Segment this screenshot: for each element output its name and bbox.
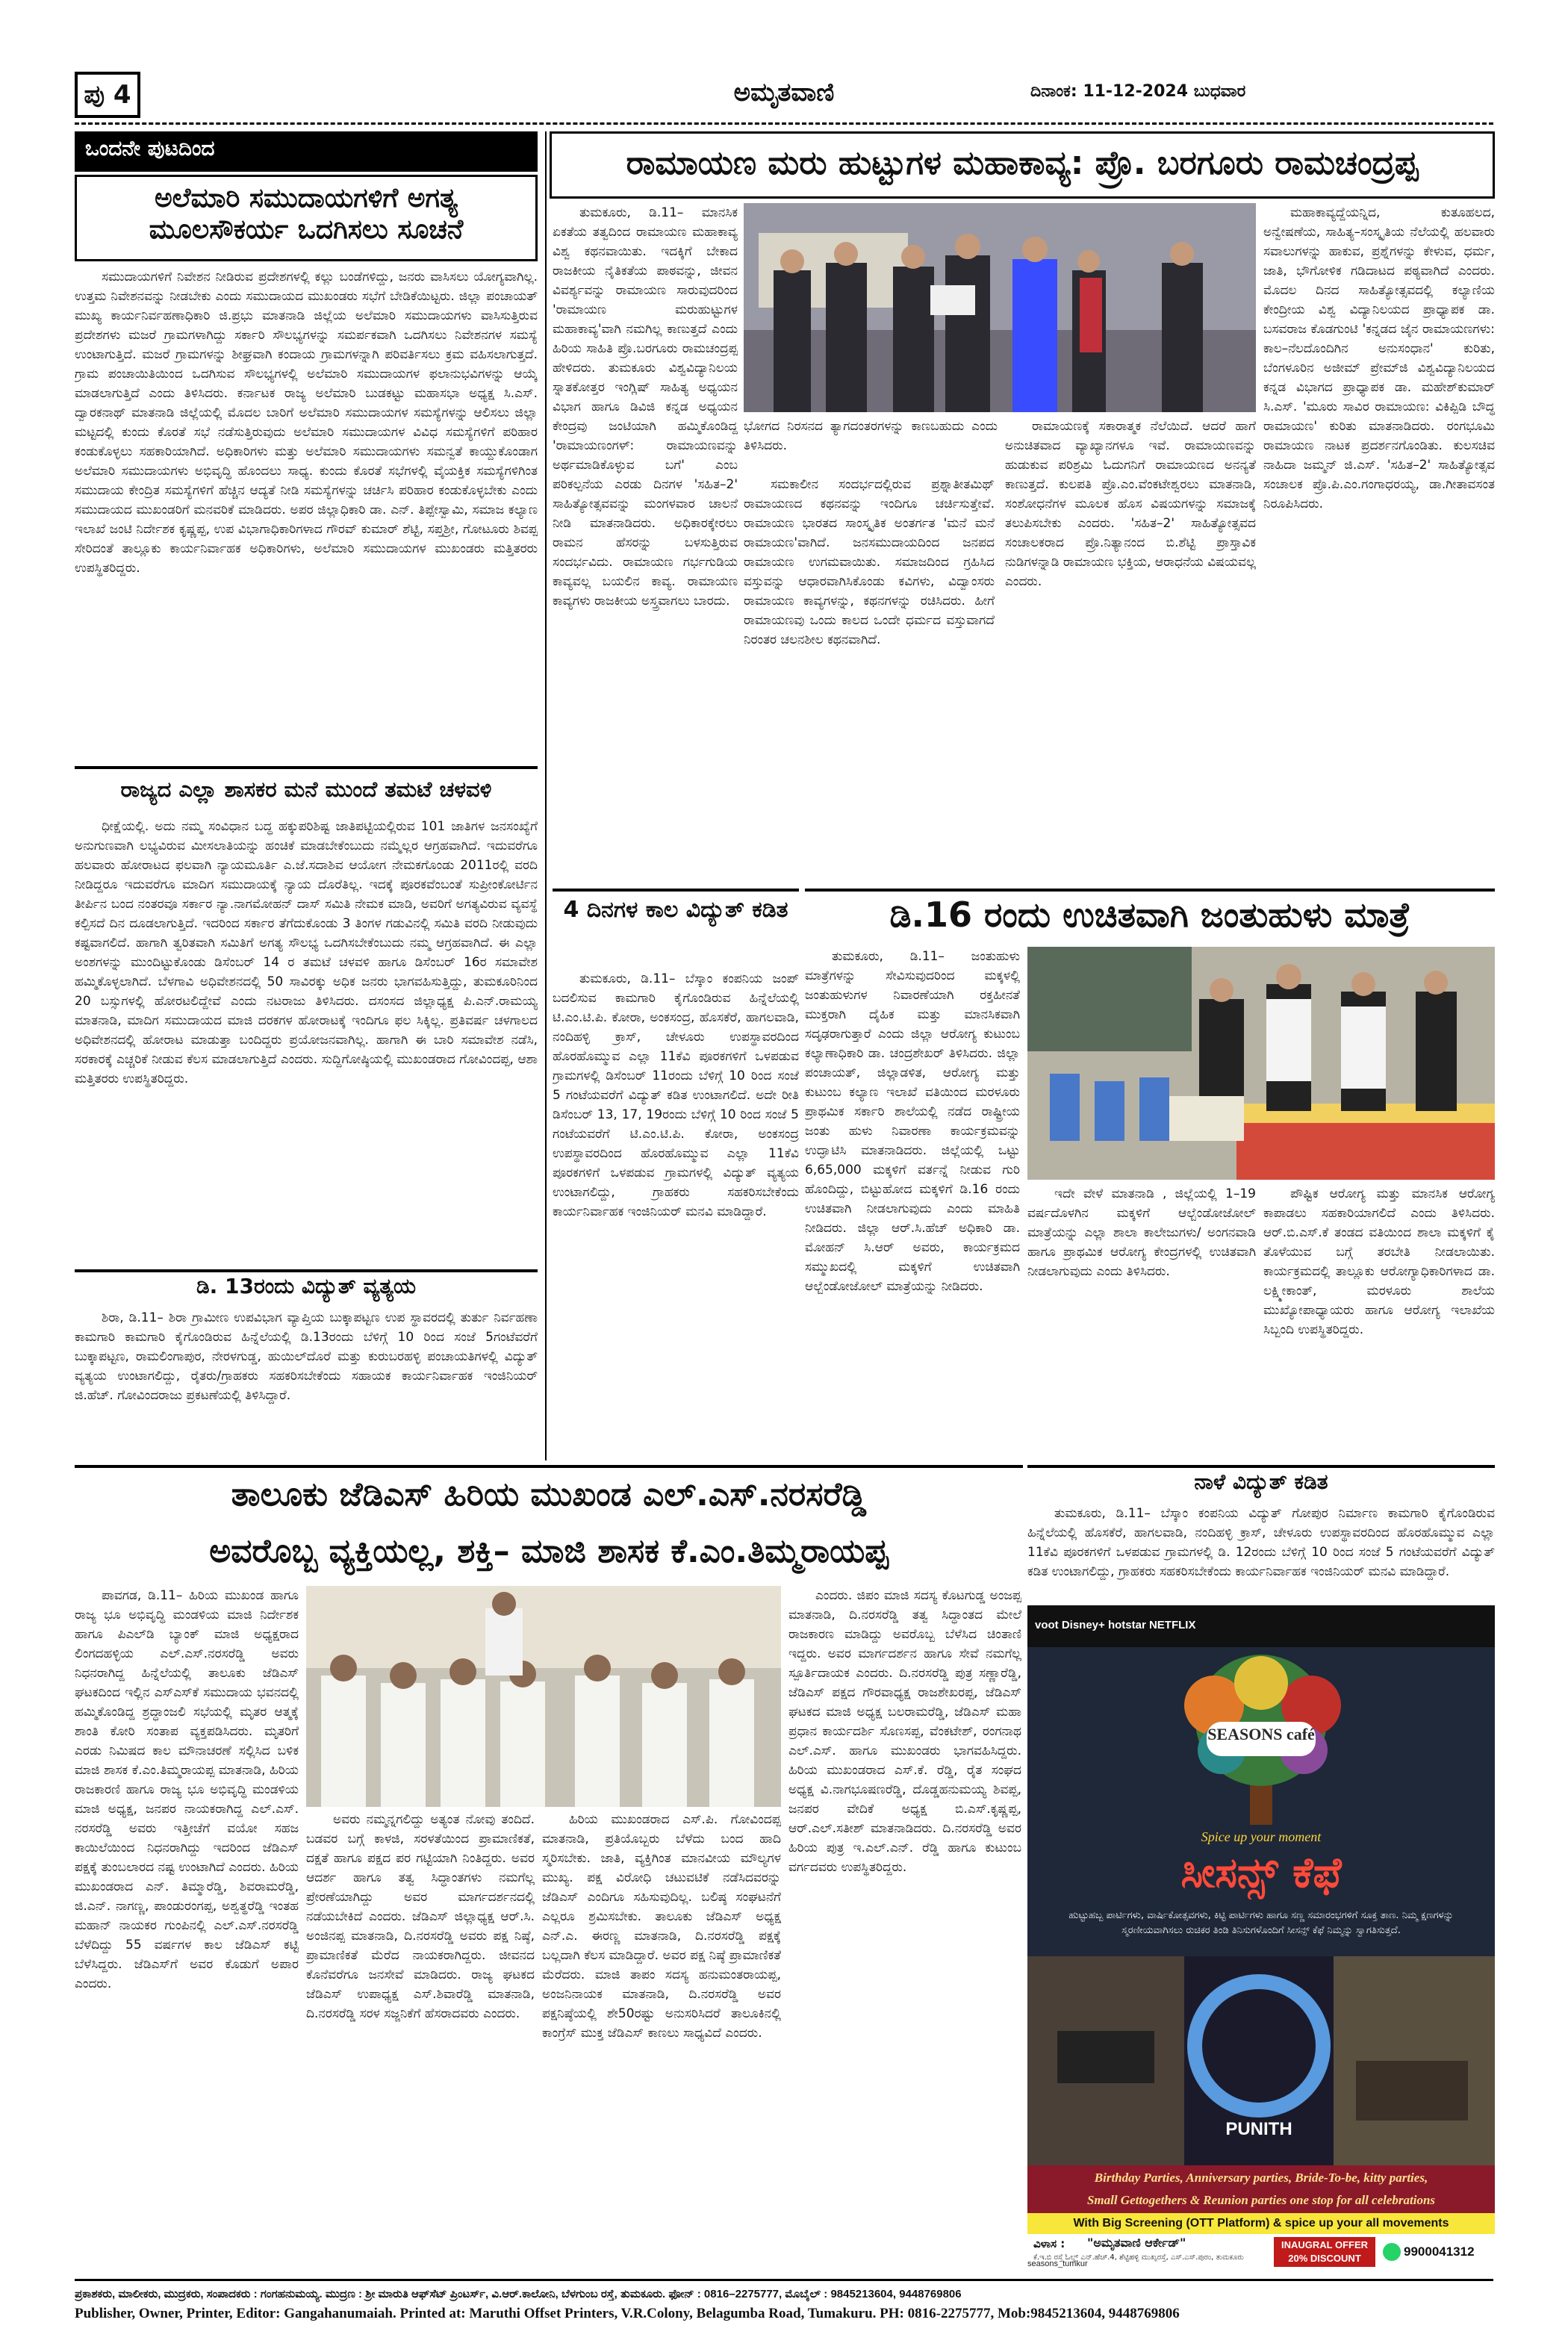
ad-phone: 9900041312 xyxy=(1404,2244,1475,2259)
jds-col2-text: ಅವರು ನಮ್ಮನ್ನಗಲಿದ್ದು ಅತ್ಯಂತ ನೋವು ತಂದಿದೆ. ಬಡವರ ಬಗ್ಗೆ ಕಾಳಜಿ, ಸರಳತೆಯಿಂದ ಪ್ರಾಮಾಣಿಕತೆ, ದಕ್ಷತೆ ಹಾಗೂ ಪಕ್ಷದ ಪರ ಗಟ್ಟಿಯಾಗಿ ನಿಂತಿದ್ದರು. ಅವರ ಆದರ್ಶ ಹಾಗೂ ತತ್ವ ಸಿದ್ಧಾಂತಗಳು ನಮಗೆಲ್ಲ ಪ್ರೇರಣೆಯಾಗಿದ್ದು ಅವರ ಮಾರ್ಗದರ್ಶನದಲ್ಲಿ ನಡೆಯಬೇಕಿದೆ ಎಂದರು. ಜೆಡಿಎಸ್ ಜಿಲ್ಲಾಧ್ಯಕ್ಷ ಆರ್.ಸಿ. ಅಂಜಿನಪ್ಪ ಮಾತನಾಡಿ, ದಿ.ನರಸರೆಡ್ಡಿ ಅವರು ಪಕ್ಷ ನಿಷ್ಠೆ, ಪ್ರಾಮಾಣಿಕತೆ ಮೆರೆದ ನಾಯಕರಾಗಿದ್ದರು. ಜೀವನದ ಕೊನೆವರೆಗೂ ಜನಸೇವೆ ಮಾಡಿದರು. ರಾಜ್ಯ ಘಟಕದ ಜೆಡಿಎಸ್ ಉಪಾಧ್ಯಕ್ಷ ಎಸ್.ಶಿವಾರೆಡ್ಡಿ ಮಾತನಾಡಿ, ದಿ.ನರಸರೆಡ್ಡಿ ಸರಳ ಸಜ್ಜನಿಕೆಗೆ ಹೆಸರಾದವರು ಎಂದರು. xyxy=(306,1812,535,2021)
ad-offer-badge xyxy=(1274,2237,1375,2267)
whatsapp-icon xyxy=(1383,2243,1401,2261)
ad-english-line2: Small Gettogethers & Reunion parties one stop for all celebrations xyxy=(1086,2193,1436,2207)
ott-badges: voot Disney+ hotstar NETFLIX xyxy=(1027,1605,1495,1647)
jds-photo-illustration xyxy=(306,1586,781,1807)
d13-body xyxy=(75,1308,538,1463)
ad-english-line1: Birthday Parties, Anniversary parties, Bride-To-be, kitty parties, xyxy=(1094,2171,1428,2185)
ad-address-title: "ಅಮೃತವಾಣಿ ಆರ್ಕೇಡ್" xyxy=(1087,2236,1186,2250)
footer-divider xyxy=(75,2279,1493,2281)
rule xyxy=(75,766,538,769)
deworm-caption-text: ಇದೇ ವೇಳೆ ಮಾತನಾಡಿ , ಜಿಲ್ಲೆಯಲ್ಲಿ 1–19 ವರ್ಷದೊಳಗಿನ ಮಕ್ಕಳಿಗೆ ಆಲ್ಬೆಂಡೋಜೋಲ್ ಮಾತ್ರೆಯನ್ನು ಎಲ್ಲಾ ಶಾಲಾ ಕಾಲೇಜುಗಳು/ ಅಂಗನವಾಡಿ ಹಾಗೂ ಪ್ರಾಥಮಿಕ ಆರೋಗ್ಯ ಕೇಂದ್ರಗಳಲ್ಲಿ ಉಚಿತವಾಗಿ ನೀಡಲಾಗುವುದು ಎಂದು ತಿಳಿಸಿದರು. xyxy=(1027,1186,1256,1279)
jds-col3-text: ಹಿರಿಯ ಮುಖಂಡರಾದ ಎಸ್.ಪಿ. ಗೋವಿಂದಪ್ಪ ಮಾತನಾಡಿ, ಪ್ರತಿಯೊಬ್ಬರು ಬೆಳೆದು ಬಂದ ಹಾದಿ ಸ್ಮರಿಸಬೇಕು. ಜಾತಿ, ವ್ಯಕ್ತಿಗಿಂತ ಮಾನವೀಯ ಮೌಲ್ಯಗಳ ಮುಖ್ಯ. ಪಕ್ಷ ವಿರೋಧಿ ಚಟುವಟಿಕೆ ನಡೆಸಿದವರನ್ನು ಜೆಡಿಎಸ್ ಎಂದಿಗೂ ಸಹಿಸುವುದಿಲ್ಲ. ಬಲಿಷ್ಠ ಸಂಘಟನೆಗೆ ಎಲ್ಲರೂ ಶ್ರಮಿಸಬೇಕು. ತಾಲೂಕು ಜೆಡಿಎಸ್ ಅಧ್ಯಕ್ಷ ಎನ್.ಎ. ಈರಣ್ಣ ಮಾತನಾಡಿ, ದಿ.ನರಸರೆಡ್ಡಿ ಪಕ್ಷಕ್ಕೆ ಬಲ್ಲದಾಗಿ ಕೆಲಸ ಮಾಡಿದ್ದಾರೆ. ಅವರ ಪಕ್ಷ ನಿಷ್ಠೆ ಪ್ರಾಮಾಣಿಕತೆ ಮೆರೆದರು. ಮಾಜಿ ತಾಪಂ ಸದಸ್ಯ ಹನುಮಂತರಾಯಪ್ಪ, ಅಂಜನಿನಾಯಕ ಮಾತನಾಡಿ, ದಿ.ನರಸರೆಡ್ಡಿ ಅವರ ಪಕ್ಷನಿಷ್ಠೆಯಲ್ಲಿ ಶೇ50ರಷ್ಟು ಅನುಸರಿಸಿದರೆ ತಾಲೂಕಿನಲ್ಲಿ ಕಾಂಗ್ರೆಸ್ ಮುಕ್ತ ಜೆಡಿಎಸ್ ಕಾಣಲು ಸಾಧ್ಯವಿದೆ ಎಂದರು. xyxy=(542,1812,781,2041)
ramayana-photo-illustration xyxy=(744,203,1256,412)
d13-headline: ಡಿ. 13ರಂದು ವಿದ್ಯುತ್ ವ್ಯತ್ಯಯ xyxy=(196,1274,417,1298)
ramayana-col1 xyxy=(553,203,738,884)
ramayana-col3 xyxy=(1005,417,1256,884)
rule xyxy=(805,889,1495,892)
page-number xyxy=(75,72,140,118)
ramayana-col3-text: ರಾಮಾಯಣಕ್ಕೆ ಸಕಾರಾತ್ಮಕ ನೆಲೆಯಿದೆ. ಆದರೆ ಹಾಗೆ ಅನುಚಿತವಾದ ವ್ಯಾಖ್ಯಾನಗಳೂ ಇವೆ. ರಾಮಾಯಣವನ್ನು ಹುಡುಕುವ ಪರಿಶ್ರಮಿ ಓದುಗನಿಗೆ ರಾಮಾಯಣದ ಅನನ್ಯತೆ ಕಾಣುತ್ತದೆ. ಕುಲಪತಿ ಪ್ರೊ.ಎಂ.ವೆಂಕಟೇಶ್ವರಲು ಮಾತನಾಡಿ, ಸಂಶೋಧನೆಗಳ ಮೂಲಕ ಹೊಸ ವಿಷಯಗಳನ್ನು ಸಮಾಜಕ್ಕೆ ತಲುಪಿಸಬೇಕು ಎಂದರು. 'ಸಹಿತ–2' ಸಾಹಿತ್ಯೋತ್ಸವದ ಸಂಚಾಲಕರಾದ ಪ್ರೊ.ನಿತ್ಯಾನಂದ ಬಿ.ಶೆಟ್ಟಿ ಪ್ರಾಸ್ತಾವಿಕ ನುಡಿಗಳನ್ನಾಡಿ ರಾಮಾಯಣ ಭಕ್ತಿಯ, ಆರಾಧನೆಯ ವಿಷಯವಲ್ಲ ಎಂದರು. xyxy=(1005,419,1256,589)
ad-kannada-brand: ಸೀಸನ್ಸ್ ಕೆಫೆ xyxy=(1180,1849,1342,1897)
ad-offer-line2: 20% DISCOUNT xyxy=(1288,2253,1361,2264)
header-divider xyxy=(75,122,1493,125)
ad-offer-line1: INAUGRAL OFFER xyxy=(1281,2239,1369,2250)
ramayana-col4 xyxy=(1263,203,1495,884)
ramayana-event-photo xyxy=(744,203,1256,412)
jds-col1 xyxy=(75,1586,299,2277)
power-body xyxy=(553,969,799,1462)
ad-tagline: Spice up your moment xyxy=(1201,1829,1322,1844)
jds-col3 xyxy=(542,1810,781,2277)
nale-body xyxy=(1027,1504,1495,1601)
ramayana-col2 xyxy=(744,475,995,884)
rule xyxy=(75,1269,538,1272)
power-headline: 4 ದಿನಗಳ ಕಾಲ ವಿದ್ಯುತ್ ಕಡಿತ xyxy=(563,897,788,923)
jds-meeting-photo xyxy=(306,1586,781,1807)
ramayana-caption-left xyxy=(744,417,998,475)
d13-body-text: ಶಿರಾ, ಡಿ.11– ಶಿರಾ ಗ್ರಾಮೀಣ ಉಪವಿಭಾಗ ವ್ಯಾಪ್ತಿಯ ಬುಕ್ಕಾಪಟ್ಟಣ ಉಪ ಸ್ಥಾವರದಲ್ಲಿ ತುರ್ತು ನಿರ್ವಹಣಾ ಕಾಮಗಾರಿ ಕಾಮಗಾರಿ ಕೈಗೊಂಡಿರುವ ಹಿನ್ನೆಲೆಯಲ್ಲಿ ಡಿ.13ರಂದು ಬೆಳಿಗ್ಗೆ 10 ರಿಂದ ಸಂಜೆ 5ಗಂಟೆವರೆಗೆ ಬುಕ್ಕಾಪಟ್ಟಣ, ರಾಮಲಿಂಗಾಪುರ, ನೇರಳಗುಡ್ಡ, ಹುಯಿಲ್‌ದೊರೆ ಮತ್ತು ಕುರುಬರಹಳ್ಳಿ ಪಂಚಾಯತಿಗಳಲ್ಲಿ ವಿದ್ಯುತ್ ವ್ಯತ್ಯಯ ಉಂಟಾಗಲಿದ್ದು, ರೈತರು/ಗ್ರಾಹಕರು ಸಹಕರಿಸಬೇಕೆಂದು ಸಹಾಯಕ ಕಾರ್ಯನಿರ್ವಾಹಕ ಇಂಜಿನಿಯರ್ ಜಿ.ಹೆಚ್. ಗೋವಿಂದರಾಜು ಪ್ರಕಟಣೆಯಲ್ಲಿ ತಿಳಿಸಿದ್ದಾರೆ. xyxy=(75,1310,538,1403)
footer-kannada: ಪ್ರಕಾಶಕರು, ಮಾಲೀಕರು, ಮುದ್ರಕರು, ಸಂಪಾದಕರು : ಗಂಗಹನುಮಯ್ಯ. ಮುದ್ರಣ : ಶ್ರೀ ಮಾರುತಿ ಆಫ್‌ಸೆಟ್ ಪ್ರಿಂಟರ್ಸ್, ವಿ.ಆರ್.ಕಾಲೋನಿ, ಬೆಳಗುಂಬ ರಸ್ತೆ, ತುಮಕೂರು. ಫೋನ್ : 0816–2275777, ಮೊಬೈಲ್ : 9845213604, 9448769806 xyxy=(75,2288,962,2300)
deworm-body-right-text: ಪೌಷ್ಟಿಕ ಆರೋಗ್ಯ ಮತ್ತು ಮಾನಸಿಕ ಆರೋಗ್ಯ ಕಾಪಾಡಲು ಸಹಕಾರಿಯಾಗಲಿದೆ ಎಂದು ತಿಳಿಸಿದರು. ಆರ್.ಬಿ.ಎಸ್.ಕೆ ತಂಡದ ವತಿಯಿಂದ ಶಾಲಾ ಮಕ್ಕಳಿಗೆ ಕೈ ತೊಳೆಯುವ ಬಗ್ಗೆ ತರಬೇತಿ ನೀಡಲಾಯಿತು. ಕಾರ್ಯಕ್ರಮದಲ್ಲಿ ತಾಲ್ಲೂಕು ಆರೋಗ್ಯಾಧಿಕಾರಿಗಳಾದ ಡಾ. ಲಕ್ಷ್ಮೀಕಾಂತ್, ಮರಳೂರು ಶಾಲೆಯ ಮುಖ್ಯೋಪಾಧ್ಯಾಯರು ಹಾಗೂ ಆರೋಗ್ಯ ಇಲಾಖೆಯ ಸಿಬ್ಬಂದಿ ಉಪಸ್ಥಿತರಿದ್ದರು. xyxy=(1263,1186,1495,1337)
nale-body-text: ತುಮಕೂರು, ಡಿ.11– ಬೆಸ್ಕಾಂ ಕಂಪನಿಯ ವಿದ್ಯುತ್ ಗೋಪುರ ನಿರ್ಮಾಣ ಕಾಮಗಾರಿ ಕೈಗೊಂಡಿರುವ ಹಿನ್ನೆಲೆಯಲ್ಲಿ ಹೊಸಕೆರೆ, ಹಾಗಲವಾಡಿ, ನಂದಿಹಳ್ಳಿ ಕ್ರಾಸ್, ಚೇಳೂರು ಉಪಸ್ಥಾವರದಿಂದ ಹೊರಹೊಮ್ಮುವ ಎಲ್ಲಾ 11ಕೆವಿ ಪೂರಕಗಳಿಗೆ ಒಳಪಡುವ ಗ್ರಾಮಗಳಲ್ಲಿ ಡಿ. 12ರಂದು ಬೆಳಿಗ್ಗೆ 10 ರಿಂದ ಸಂಜೆ 5 ಗಂಟೆಯವರೆಗೆ ವಿದ್ಯುತ್ ಕಡಿತ ಉಂಟಾಗಲಿದ್ದು, ಗ್ರಾಹಕರು ಸಹಕರಿಸಬೇಕೆಂದು ಕಾರ್ಯನಿರ್ವಾಹಕ ಇಂಜಿನಿಯರ್ ಮನವಿ ಮಾಡಿದ್ದಾರೆ. xyxy=(1027,1506,1495,1579)
alemari-headline-box xyxy=(75,175,538,261)
alemari-headline: ಅಲೆಮಾರಿ ಸಮುದಾಯಗಳಿಗೆ ಅಗತ್ಯ ಮೂಲಸೌಕರ್ಯ ಒದಗಿಸಲು ಸೂಚನೆ xyxy=(149,183,464,246)
ramayana-col1-text: ತುಮಕೂರು, ಡಿ.11– ಮಾನಸಿಕ ಏಕತೆಯ ತತ್ವದಿಂದ ರಾಮಾಯಣ ಮಹಾಕಾವ್ಯ ವಿಶ್ವ ಕಥನವಾಯಿತು. ಇದಕ್ಕಿಗೆ ಬೇಕಾದ ರಾಜಕೀಯ ನೈತಿಕತೆಯ ಪಾಠವನ್ನು, ಜೀವನ ವಿವರ್ಶ್ಯವನ್ನು ರಾಮಾಯಣ ಸಾರುವುದರಿಂದ 'ರಾಮಾಯಣ ಮರುಹುಟ್ಟುಗಳ ಮಹಾಕಾವ್ಯ'ವಾಗಿ ನಮಗಿಲ್ಲ ಕಾಣುತ್ತದೆ ಎಂದು ಹಿರಿಯ ಸಾಹಿತಿ ಪ್ರೊ.ಬರಗೂರು ರಾಮಚಂದ್ರಪ್ಪ ಹೇಳಿದರು. ತುಮಕೂರು ವಿಶ್ವವಿದ್ಯಾನಿಲಯ ಸ್ನಾತಕೋತ್ತರ ಇಂಗ್ಲಿಷ್ ಸಾಹಿತ್ಯ ಅಧ್ಯಯನ ವಿಭಾಗ ಹಾಗೂ ಡಿವಿಜಿ ಕನ್ನಡ ಅಧ್ಯಯನ ಕೇಂದ್ರವು ಜಂಟಿಯಾಗಿ ಹಮ್ಮಿಕೊಂಡಿದ್ದ 'ರಾಮಾಯಣಂಗಳ್: ರಾಮಾಯಣವನ್ನು ಅರ್ಥಮಾಡಿಕೊಳ್ಳುವ ಬಗೆ' ಎಂಬ ಪರಿಕಲ್ಪನೆಯ ಎರಡು ದಿನಗಳ 'ಸಹಿತ–2' ಸಾಹಿತ್ಯೋತ್ಸವವನ್ನು ಮಂಗಳವಾರ ಚಾಲನೆ ನೀಡಿ ಮಾತನಾಡಿದರು. ಅಧಿಕಾರಕ್ಕೇರಲು ರಾಮನ ಹೆಸರನ್ನು ಬಳಸುತ್ತಿರುವ ಸಂದರ್ಭವಿದು. ರಾಮಾಯಣ ಗರ್ಭಗುಡಿಯ ಕಾವ್ಯವಲ್ಲ ಬಯಲಿನ ಕಾವ್ಯ. ರಾಮಾಯಣ ಕಾವ್ಯಗಳು ರಾಜಕೀಯ ಅಸ್ತ್ರವಾಗಲು ಬಾರದು. xyxy=(553,205,738,609)
section-label-bar xyxy=(75,131,538,172)
ad-english-block xyxy=(1027,2165,1495,2213)
section-label: ಒಂದನೇ ಪುಟದಿಂದ xyxy=(75,131,538,166)
ad-address-label: ವಿಳಾಸ : xyxy=(1033,2237,1065,2250)
tamate-headline: ರಾಜ್ಯದ ಎಲ್ಲಾ ಶಾಸಕರ ಮನೆ ಮುಂದೆ ತಮಟೆ ಚಳವಳಿ xyxy=(120,777,492,802)
alemari-body-text: ಸಮುದಾಯಗಳಿಗೆ ನಿವೇಶನ ನೀಡಿರುವ ಪ್ರದೇಶಗಳಲ್ಲಿ ಕಲ್ಲು ಬಂಡೆಗಳಿದ್ದು, ಜನರು ವಾಸಿಸಲು ಯೋಗ್ಯವಾಗಿಲ್ಲ. ಉತ್ತಮ ನಿವೇಶನವನ್ನು ನೀಡಬೇಕು ಎಂದು ಸಮುದಾಯದ ಮುಖಂಡರು ಸಭೆಗೆ ಬೇಡಿಕೆಯಿಟ್ಟರು. ಜಿಲ್ಲಾ ಪಂಚಾಯತ್ ಮುಖ್ಯ ಕಾರ್ಯನಿರ್ವಹಣಾಧಿಕಾರಿ ಜಿ.ಪ್ರಭು ಮಾತನಾಡಿ ಜಿಲ್ಲೆಯ ಅಲೆಮಾರಿ ಸಮುದಾಯಗಳು ವಾಸಿಸುತ್ತಿರುವ ಪ್ರದೇಶಗಳು ಮಜರೆ ಗ್ರಾಮಗಳಾಗಿದ್ದು ಸರ್ಕಾರಿ ಸೌಲಭ್ಯಗಳನ್ನು ಸಮರ್ಪಕವಾಗಿ ಒದಗಿಸಲು ನಿವೇಶನಗಳ ಸಮಸ್ಯೆ ಉಂಟಾಗುತ್ತಿದೆ. ಮಜರೆ ಗ್ರಾಮಗಳನ್ನು ಶೀಘ್ರವಾಗಿ ಕಂದಾಯ ಗ್ರಾಮಗಳನ್ನಾಗಿ ಪರಿವರ್ತಿಸಲು ಕ್ರಮ ವಹಿಸಲಾಗುತ್ತದೆ. ಗ್ರಾಮ ಪಂಚಾಯಿತಿಯಿಂದ ಒದಗಿಸುವ ಸೌಲಭ್ಯಗಳಲ್ಲಿ ಅಲೆಮಾರಿ ಸಮುದಾಯಗಳ ಫಲಾನುಭವಿಗಳನ್ನು ಆಯ್ಕೆ ಮಾಡಲಾಗುತ್ತಿದೆ ಎಂದು ತಿಳಿಸಿದರು. ಕರ್ನಾಟಕ ರಾಜ್ಯ ಅಲೆಮಾರಿ ಬುಡಕಟ್ಟು ಮಹಾಸಭಾ ಅಧ್ಯಕ್ಷ ಸಿ.ಎಸ್. ದ್ವಾರಕನಾಥ್ ಮಾತನಾಡಿ ಜಿಲ್ಲೆಯಲ್ಲಿ ಮೊದಲ ಬಾರಿಗೆ ಅಲೆಮಾರಿ ಸಮುದಾಯಗಳ ಸಮಸ್ಯೆಗಳನ್ನು ಆಲಿಸಲು ಜಿಲ್ಲಾ ಮಟ್ಟದಲ್ಲಿ ಕುಂದು ಕೊರತೆ ಸಭೆ ನಡೆಸುತ್ತಿರುವುದು ಅಲೆಮಾರಿ ಸಮುದಾಯಗಳ ವಿವಿಧ ಸಮಸ್ಯೆಗಳಿಗೆ ಪರಿಹಾರ ಕಂಡುಕೊಳ್ಳಲು ಸಹಕಾರಿಯಾಗಿದೆ. ಅಧಿಕಾರಿಗಳು ಮತ್ತು ಅಲೆಮಾರಿ ಸಮುದಾಯಗಳು ಸಮನ್ವತೆ ಕಾಯ್ದುಕೊಂಡಾಗ ಅಲೆಮಾರಿ ಸಮುದಾಯಗಳು ಅಭಿವೃದ್ಧಿ ಹೊಂದಲು ಸಾಧ್ಯ. ಕುಂದು ಕೊರತೆ ಸಭೆಗಳಲ್ಲಿ ವೈಯಕ್ತಿಕ ಸಮಸ್ಯೆಗಳಿಗಿಂತ ಸಮುದಾಯ ಕೇಂದ್ರಿತ ಸಮಸ್ಯೆಗಳಿಗೆ ಹೆಚ್ಚಿನ ಆದ್ಯತೆ ನೀಡಿ ಸಮಸ್ಯೆಗಳನ್ನು ಚರ್ಚಿಸಿ ಪರಿಹಾರ ಕಂಡುಕೊಳ್ಳಬೇಕು ಎಂದು ಸಮುದಾಯದ ಮುಖಂಡರಿಗೆ ಮನವರಿಕೆ ಮಾಡಿದರು. ಅಪರ ಜಿಲ್ಲಾಧಿಕಾರಿ ಡಾ. ಎನ್. ತಿಪ್ಪೇಸ್ವಾಮಿ, ಸಮಾಜ ಕಲ್ಯಾಣ ಇಲಾಖೆ ಜಂಟಿ ನಿರ್ದೇಶಕ ಕೃಷ್ಣಪ್ಪ, ಉಪ ವಿಭಾಗಾಧಿಕಾರಿಗಳಾದ ಗೌರವ್ ಕುಮಾರ್ ಶೆಟ್ಟಿ, ಸಪ್ತಶ್ರೀ, ಗೋಟೂರು ಶಿವಪ್ಪ ಸೇರಿದಂತೆ ತಾಲ್ಲೂಕು ಕಾರ್ಯನಿರ್ವಾಹಕ ಅಧಿಕಾರಿಗಳು, ಅಲೆಮಾರಿ ಸಮುದಾಯಗಳ ಮುಖಂಡರು ಮತ್ತಿತರರು ಉಪಸ್ಥಿತರಿದ್ದರು. xyxy=(75,270,538,576)
jds-col2 xyxy=(306,1810,535,2277)
ad-brand: SEASONS café xyxy=(1207,1725,1315,1743)
ramayana-caption-text: ಭೋಗದ ನಿರಸನದ ತ್ಯಾಗದಂತರಗಳನ್ನು ಕಾಣಬಹುದು ಎಂದು ತಿಳಿಸಿದರು. xyxy=(744,419,998,453)
jds-col1-text: ಪಾವಗಡ, ಡಿ.11– ಹಿರಿಯ ಮುಖಂಡ ಹಾಗೂ ರಾಜ್ಯ ಭೂ ಅಭಿವೃದ್ಧಿ ಮಂಡಳಿಯ ಮಾಜಿ ನಿರ್ದೇಶಕ ಹಾಗೂ ಪಿಎಲ್‌ಡಿ ಬ್ಯಾಂಕ್ ಮಾಜಿ ಅಧ್ಯಕ್ಷರಾದ ಲಿಂಗದಹಳ್ಳಿಯ ಎಲ್.ಎಸ್.ನರಸರೆಡ್ಡಿ ಅವರು ನಿಧನರಾಗಿದ್ದ ಹಿನ್ನೆಲೆಯಲ್ಲಿ ತಾಲೂಕು ಜೆಡಿಎಸ್ ಘಟಕದಿಂದ ಇಲ್ಲಿನ ಎಸ್‌ಎಸ್‌ಕೆ ಸಮುದಾಯ ಭವನದಲ್ಲಿ ಹಮ್ಮಿಕೊಂಡಿದ್ದ ಶ್ರದ್ಧಾಂಜಲಿ ಸಭೆಯಲ್ಲಿ ಮೃತರ ಆತ್ಮಕ್ಕೆ ಶಾಂತಿ ಕೋರಿ ಸಂತಾಪ ವ್ಯಕ್ತಪಡಿಸಿದರು. ಮೃತರಿಗೆ ಎರಡು ನಿಮಿಷದ ಕಾಲ ಮೌನಾಚರಣೆ ಸಲ್ಲಿಸಿದ ಬಳಿಕ ಮಾಜಿ ಶಾಸಕ ಕೆ.ಎಂ.ತಿಮ್ಮರಾಯಪ್ಪ ಮಾತನಾಡಿ, ಹಿರಿಯ ರಾಜಕಾರಣಿ ಹಾಗೂ ರಾಜ್ಯ ಭೂ ಅಭಿವೃದ್ಧಿ ಮಂಡಳಿಯ ಮಾಜಿ ಅಧ್ಯಕ್ಷ, ಜನಪರ ನಾಯಕರಾಗಿದ್ದ ಎಲ್.ಎಸ್. ನರಸರೆಡ್ಡಿ ಅವರು ಇತ್ತೀಚೆಗೆ ವಯೋ ಸಹಜ ಕಾಯಿಲೆಯಿಂದ ನಿಧನರಾಗಿದ್ದು ಇದರಿಂದ ಜೆಡಿಎಸ್ ಪಕ್ಷಕ್ಕೆ ತುಂಬಲಾರದ ನಷ್ಟ ಉಂಟಾಗಿದೆ ಎಂದರು. ಹಿರಿಯ ಮುಖಂಡರಾದ ಎನ್. ತಿಮ್ಮಾರೆಡ್ಡಿ, ಶಿವರಾಮರೆಡ್ಡಿ, ಜಿ.ಎನ್. ನಾಗಣ್ಣ, ಪಾಂಡುರಂಗಪ್ಪ, ಅಶ್ವತ್ಥರೆಡ್ಡಿ ಇಂತಹ ಮಹಾನ್ ನಾಯಕರ ಗುಂಪಿನಲ್ಲಿ ಎಲ್.ಎಸ್.ನರಸರೆಡ್ಡಿ ಬೆಳೆದಿದ್ದು 55 ವರ್ಷಗಳ ಕಾಲ ಜೆಡಿಎಸ್ ಕಟ್ಟಿ ಬೆಳೆಸಿದ್ದರು. ಜೆಡಿಎಸ್‌ಗೆ ಅವರ ಕೊಡುಗೆ ಅಪಾರ ಎಂದರು. xyxy=(75,1588,299,1991)
tamate-headline-box xyxy=(75,772,538,814)
jds-headline-2: ಅವರೊಬ್ಬ ವ್ಯಕ್ತಿಯಲ್ಲ, ಶಕ್ತಿ– ಮಾಜಿ ಶಾಸಕ ಕೆ.ಎಂ.ತಿಮ್ಮರಾಯಪ್ಪ xyxy=(209,1532,889,1570)
deworm-body xyxy=(805,947,1020,1462)
deworm-headline: ಡಿ.16 ರಂದು ಉಚಿತವಾಗಿ ಜಂತುಹುಳು ಮಾತ್ರೆ xyxy=(889,895,1410,935)
page-number-text: ಪು 4 xyxy=(84,80,131,110)
ad-address: ಕೆ.ಇ.ಬಿ ರಸ್ತೆ ಓಲ್ಡ್ ಎನ್.ಹೆಚ್‌.4, ಶೆಟ್ಟಿಹಳ್ಳಿ ಮುಖ್ಯರಸ್ತೆ, ಎಸ್.ಎಸ್.ಪುರಂ, ತುಮಕೂರು xyxy=(1033,2253,1244,2262)
ad-description: ಹುಟ್ಟುಹಬ್ಬ ಪಾರ್ಟಿಗಳು, ವಾರ್ಷಿಕೋತ್ಸವಗಳು, ಕಿಟ್ಟಿ ಪಾರ್ಟಿಗಳು ಹಾಗೂ ಸಣ್ಣ ಸಮಾರಂಭಗಳಿಗೆ ಸೂಕ್ತ ತಾಣ. ನಿಮ್ಮ ಕ್ಷಣಗಳನ್ನು ಸ್ಮರಣೀಯವಾಗಿಸಲು ರುಚಿಕರ ತಿಂಡಿ ತಿನಿಸುಗಳೊಂದಿಗೆ ಸೀಸನ್ಸ್ ಕೆಫೆ ನಿಮ್ಮನ್ನು ಸ್ವಾಗತಿಸುತ್ತದೆ. xyxy=(1068,1910,1454,1936)
column-divider xyxy=(545,131,547,1460)
ad-venue-photo xyxy=(1027,1956,1495,2165)
jds-col4 xyxy=(788,1586,1021,2277)
date-line: ದಿನಾಂಕ: 11-12-2024 ಬುಧವಾರ xyxy=(1030,82,1246,101)
deworm-photo xyxy=(1027,947,1495,1180)
footer-english: Publisher, Owner, Printer, Editor: Gangahanumaiah. Printed at: Maruthi Offset Printers, V.R.Colony, Belagumba Road, Tumakuru. PH: 0816-2275777, Mob:9845213604, 9448769806 xyxy=(75,2306,1180,2321)
tamate-body xyxy=(75,817,538,1265)
ad-ott-line: With Big Screening (OTT Platform) & spice up your all movements xyxy=(1027,2213,1495,2234)
deworm-body-right xyxy=(1263,1184,1495,1462)
ramayana-col2-text: ಸಮಕಾಲೀನ ಸಂದರ್ಭದಲ್ಲಿರುವ ಪ್ರಶ್ನಾತೀತಮಿಥ್ ರಾಮಾಯಣದ ಕಥನವನ್ನು ಇಂದಿಗೂ ಚರ್ಚಿಸುತ್ತೇವೆ. ರಾಮಾಯಣ ಭಾರತದ ಸಾಂಸ್ಕೃತಿಕ ಅಂತರ್ಗತ 'ಮನೆ ಮನೆ ರಾಮಾಯಣ'ವಾಗಿದೆ. ಜನಸಮುದಾಯದಿಂದ ಜನಪದ ರಾಮಾಯಣ ಉಗಮವಾಯಿತು. ಸಮಾಜದಿಂದ ಗ್ರಹಿಸಿದ ವಸ್ತುವನ್ನು ಆಧಾರವಾಗಿಸಿಕೊಂಡು ಕವಿಗಳು, ವಿದ್ವಾಂಸರು ರಾಮಾಯಣ ಕಾವ್ಯಗಳನ್ನು, ಕಥನಗಳನ್ನು ರಚಿಸಿದರು. ಹೀಗೆ ರಾಮಾಯಣವು ಒಂದು ಕಾಲದ ಒಂದೇ ಧರ್ಮದ ವಸ್ತುವಾಗದೆ ನಿರಂತರ ಚಲನಶೀಲ ಕಥನವಾಗಿದೆ. xyxy=(744,477,995,647)
jds-col4-text: ಎಂದರು. ಜಿಪಂ ಮಾಜಿ ಸದಸ್ಯ ಕೊಟಗುಡ್ಡ ಅಂಜಪ್ಪ ಮಾತನಾಡಿ, ದಿ.ನರಸರೆಡ್ಡಿ ತತ್ವ ಸಿದ್ಧಾಂತದ ಮೇಲೆ ರಾಜಕಾರಣ ಮಾಡಿದ್ದು ಅವರೊಬ್ಬ ಬೆಳೆಸಿದ ಚಿಂತಾಣಿ ಇದ್ದರು. ಅವರ ಮಾರ್ಗದರ್ಶನ ಹಾಗೂ ಸೇವೆ ನಮಗೆಲ್ಲ ಸ್ಪೂರ್ತಿದಾಯಕ ಎಂದರು. ದಿ.ನರಸರೆಡ್ಡಿ ಪುತ್ರ ಸಣ್ಣಾರೆಡ್ಡಿ, ಜೆಡಿಎಸ್ ಪಕ್ಷದ ಗೌರವಾಧ್ಯಕ್ಷ ರಾಜಶೇಖರಪ್ಪ, ಜೆಡಿಎಸ್ ಘಟಕದ ಮಾಜಿ ಅಧ್ಯಕ್ಷ ಬಲರಾಮರೆಡ್ಡಿ, ಜೆಡಿಎಸ್ ಮಹಾ ಪ್ರಧಾನ ಕಾರ್ಯದರ್ಶಿ ಸೊಣಸಪ್ಪ, ವೆಂಕಟೇಶ್, ರಂಗನಾಥ ಎಲ್.ಎಸ್. ಹಾಗೂ ಮುಖಂಡರು ಭಾಗವಹಿಸಿದ್ದರು. ಹಿರಿಯ ಮುಖಂಡರಾದ ಎಸ್.ಕೆ. ರೆಡ್ಡಿ, ರೈತ ಸಂಘದ ಅಧ್ಯಕ್ಷ ವಿ.ನಾಗಭೂಷಣರೆಡ್ಡಿ, ದೊಡ್ಡಹನುಮಯ್ಯ ಶಿವಪ್ಪ, ಜನಪರ ವೇದಿಕೆ ಅಧ್ಯಕ್ಷ ಬಿ.ಎಸ್.ಕೃಷ್ಣಪ್ಪ, ಆರ್.ಎಲ್.ಸತೀಶ್ ಮಾತನಾಡಿದರು. ದಿ.ನರಸರೆಡ್ಡಿ ಅವರ ಹಿರಿಯ ಪುತ್ರ ಇ.ಎಲ್.ಎನ್. ರೆಡ್ಡಿ ಹಾಗೂ ಕುಟುಂಬ ವರ್ಗದವರು ಉಪಸ್ಥಿತರಿದ್ದರು. xyxy=(788,1588,1021,1875)
ramayana-headline-box xyxy=(550,131,1495,199)
footer xyxy=(75,2285,1493,2345)
deworm-body-text: ತುಮಕೂರು, ಡಿ.11– ಜಂತುಹುಳು ಮಾತ್ರೆಗಳನ್ನು ಸೇವಿಸುವುದರಿಂದ ಮಕ್ಕಳಲ್ಲಿ ಜಂತುಹುಳುಗಳ ನಿವಾರಣೆಯಾಗಿ ರಕ್ತಹೀನತೆ ಮುಕ್ತರಾಗಿ ದೈಹಿಕ ಮತ್ತು ಮಾನಸಿಕವಾಗಿ ಸದೃಢರಾಗುತ್ತಾರೆ ಎಂದು ಜಿಲ್ಲಾ ಆರೋಗ್ಯ ಕುಟುಂಬ ಕಲ್ಯಾಣಾಧಿಕಾರಿ ಡಾ. ಚಂದ್ರಶೇಖರ್ ತಿಳಿಸಿದರು. ಜಿಲ್ಲಾ ಪಂಚಾಯತ್, ಜಿಲ್ಲಾಡಳಿತ, ಆರೋಗ್ಯ ಮತ್ತು ಕುಟುಂಬ ಕಲ್ಯಾಣ ಇಲಾಖೆ ವತಿಯಿಂದ ಮರಳೂರು ಪ್ರಾಥಮಿಕ ಸರ್ಕಾರಿ ಶಾಲೆಯಲ್ಲಿ ನಡೆದ ರಾಷ್ಟ್ರೀಯ ಜಂತು ಹುಳು ನಿವಾರಣಾ ಕಾರ್ಯಕ್ರಮವನ್ನು ಉದ್ಘಾಟಿಸಿ ಮಾತನಾಡಿದರು. ಜಿಲ್ಲೆಯಲ್ಲಿ ಒಟ್ಟು 6,65,000 ಮಕ್ಕಳಿಗೆ ವರ್ತನ್ನೆ ನೀಡುವ ಗುರಿ ಹೊಂದಿದ್ದು, ಬಿಟ್ಟುಹೋದ ಮಕ್ಕಳಿಗೆ ಡಿ.16 ರಂದು ಉಚಿತವಾಗಿ ನೀಡಲಾಗುವುದು ಎಂದು ಮಾಹಿತಿ ನೀಡಿದರು. ಜಿಲ್ಲಾ ಆರ್.ಸಿ.ಹೆಚ್ ಅಧಿಕಾರಿ ಡಾ. ಮೋಹನ್ ಸಿ.ಆರ್ ಅವರು, ಕಾರ್ಯಕ್ರಮದ ಸಮ್ಮುಖದಲ್ಲಿ ಮಕ್ಕಳಿಗೆ ಉಚಿತವಾಗಿ ಆಲ್ಬೆಂಡೋಜೋಲ್ ಮಾತ್ರೆಯನ್ನು ನೀಡಿದರು. xyxy=(805,949,1020,1294)
deworm-caption xyxy=(1027,1184,1256,1462)
ad-balloon-name: PUNITH xyxy=(1225,2119,1292,2139)
rule xyxy=(1027,1465,1495,1468)
newspaper-name: ಅಮೃತವಾಣಿ xyxy=(733,78,835,108)
deworm-photo-illustration xyxy=(1027,947,1495,1180)
nale-headline: ನಾಳೆ ವಿದ್ಯುತ್ ಕಡಿತ xyxy=(1194,1469,1328,1494)
seasons-cafe-ad xyxy=(1027,1605,1495,2270)
tamate-body-text: ಧೀಕ್ಷೆಯಲ್ಲಿ. ಅದು ನಮ್ಮ ಸಂವಿಧಾನ ಬದ್ಧ ಹಕ್ಕುಪರಿಶಿಷ್ಟ ಜಾತಿಪಟ್ಟಿಯಲ್ಲಿರುವ 101 ಜಾತಿಗಳ ಜನಸಂಖ್ಯೆಗೆ ಅನುಗುಣವಾಗಿ ಲಭ್ಯವಿರುವ ಮೀಸಲಾತಿಯನ್ನು ಹಂಚಿಕೆ ಮಾಡಬೇಕೆಂಬುದು ನಮ್ಮೆಲ್ಲರ ಆಗ್ರಹವಾಗಿದೆ. ಇದುವರೆಗೂ ಹಲವಾರು ಹೋರಾಟದ ಫಲವಾಗಿ ನ್ಯಾಯಮೂರ್ತಿ ಎ.ಜೆ.ಸದಾಶಿವ ಆಯೋಗ ನೇಮಕಗೊಂಡು 2011ರಲ್ಲಿ ವರದಿ ನೀಡಿದ್ದರೂ ಇದುವರೆಗೂ ಮಾದಿಗ ಸಮುದಾಯಕ್ಕೆ ನ್ಯಾಯ ದೊರೆತಿಲ್ಲ. ಇದಕ್ಕೆ ಪೂರಕವೆಂಬಂತೆ ಸುಪ್ರೀಂಕೋರ್ಟಿನ ತೀರ್ಪಿನ ಬಂದ ನಂತರವೂ ಸರ್ಕಾರ ನ್ಯಾ.ನಾಗಮೋಹನ್ ದಾಸ್ ಸಮಿತಿ ನೇಮಕ ಮಾಡಿ, ಅವರಿಗೆ ಅಗತ್ಯವಿರುವ ವ್ಯವಸ್ಥೆ ಕಲ್ಪಿಸದೆ ದಿನ ದೂಡಲಾಗುತ್ತಿದೆ. ಇದರಿಂದ ಸರ್ಕಾರ ತೆಗೆದುಕೊಂಡು 3 ತಿಂಗಳ ಗಡುವಿನಲ್ಲಿ ಸಮಿತಿ ವರದಿ ನೀಡುವುದು ಕಷ್ಟವಾಗಲಿದೆ. ಹಾಗಾಗಿ ತ್ವರಿತವಾಗಿ ಸಮಿತಿಗೆ ಅಗತ್ಯ ಸೌಲಭ್ಯ ಒದಗಿಸಬೇಕೆಂಬುದು ನಮ್ಮ ಆಗ್ರಹವಾಗಿದೆ. ಈ ಎಲ್ಲಾ ಅಂಶಗಳನ್ನು ಮುಂದಿಟ್ಟುಕೊಂಡು ಡಿಸೆಂಬರ್ 14 ರ ತಮಟೆ ಚಳವಳಿ ಹಾಗೂ ಡಿಸೆಂಬರ್ 16ರ ಸಮಾವೇಶ ಹಮ್ಮಿಕೊಳ್ಳಲಾಗಿದೆ. ಬೆಳಗಾವಿ ಅಧಿವೇಶನದಲ್ಲಿ 50 ಸಾವಿರಕ್ಕು ಅಧಿಕ ಜನರು ಭಾಗವಹಿಸುತ್ತಿದ್ದು, ತುಮಕೂರಿನಿಂದ 20 ಬಸ್ಸುಗಳಲ್ಲಿ ಹೋರಟಲಿದ್ದೇವೆ ಎಂದು ನಟರಾಜು ತಿಳಿಸಿದರು. ದಸಂಸದ ಜಿಲ್ಲಾಧ್ಯಕ್ಷ ಪಿ.ಎನ್.ರಾಮಯ್ಯ ಮಾತನಾಡಿ, ಮಾದಿಗ ಸಮುದಾಯದ ಮಾಜಿ ದರಕಗಳ ಹೋರಾಟಕ್ಕೆ ಇಂದಿಗೂ ಫಲ ಸಿಕ್ಕಿಲ್ಲ. ಪ್ರತಿವರ್ಷ ಚಳಗಾಲದ ಅಧಿವೇಶನದಲ್ಲಿ ಹೋರಾಟ ಮಾಡುತ್ತಾ ಬಂದಿದ್ದರು ಪ್ರಯೋಜನವಾಗಿಲ್ಲ. ಹಾಗಾಗಿ ಈ ಬಾರಿ ಸಮಾವೇಶ ನಡೆಸಿ, ಸರಕಾರಕ್ಕೆ ಎಚ್ಚರಿಕೆ ನೀಡುವ ಕೆಲಸ ಮಾಡಲಾಗುತ್ತಿದೆ ಎಂದರು. ಸುದ್ದಿಗೋಷ್ಠಿಯಲ್ಲಿ ಮುಖಂಡರಾದ ಗೋವಿಂದಪ್ಪ, ಆಶಾ ಮತ್ತಿತರರು ಉಪಸ್ಥಿತರಿದ್ದರು. xyxy=(75,819,538,1086)
power-body-text: ತುಮಕೂರು, ಡಿ.11– ಬೆಸ್ಕಾಂ ಕಂಪನಿಯ ಜಂಪ್ ಬದಲಿಸುವ ಕಾಮಗಾರಿ ಕೈಗೊಂಡಿರುವ ಹಿನ್ನೆಲೆಯಲ್ಲಿ ಟಿ.ಎಂ.ಟಿ.ಪಿ. ಕೋರಾ, ಅಂಕಸಂದ್ರ, ಹೊಸಕೆರೆ, ಹಾಗಲವಾಡಿ, ನಂದಿಹಳ್ಳಿ ಕ್ರಾಸ್, ಚೇಳೂರು ಉಪಸ್ಥಾವರದಿಂದ ಹೊರಹೊಮ್ಮುವ ಎಲ್ಲಾ 11ಕೆವಿ ಪೂರಕಗಳಿಗೆ ಒಳಪಡುವ ಗ್ರಾಮಗಳಲ್ಲಿ ಡಿಸೆಂಬರ್ 11ರಂದು ಬೆಳಿಗ್ಗೆ 10 ರಿಂದ ಸಂಜೆ 5 ಗಂಟೆಯವರೆಗೆ ವಿದ್ಯುತ್ ಕಡಿತ ಉಂಟಾಗಲಿದೆ. ಅದೇ ರೀತಿ ಡಿಸೆಂಬರ್ 13, 17, 19ರಂದು ಬೆಳಿಗ್ಗೆ 10 ರಿಂದ ಸಂಜೆ 5 ಗಂಟೆಯವರೆಗೆ ಟಿ.ಎಂ.ಟಿ.ಪಿ. ಕೋರಾ, ಅಂಕಸಂದ್ರ ಉಪಸ್ಥಾವರದಿಂದ ಹೊರಹೊಮ್ಮುವ ಎಲ್ಲಾ 11ಕೆವಿ ಪೂರಕಗಳಿಗೆ ಒಳಪಡುವ ಗ್ರಾಮಗಳಲ್ಲಿ ವಿದ್ಯುತ್ ವ್ಯತ್ಯಯ ಉಂಟಾಗಲಿದ್ದು, ಗ್ರಾಹಕರು ಸಹಕರಿಸಬೇಕೆಂದು ಕಾರ್ಯನಿರ್ವಾಹಕ ಇಂಜಿನಿಯರ್ ಮನವಿ ಮಾಡಿದ್ದಾರೆ. xyxy=(553,971,799,1219)
alemari-body xyxy=(75,267,538,762)
ramayana-col4-text: ಮಹಾಕಾವ್ಯದ್ದೆಯನ್ನಿದ, ಕುತೂಹಲದ, ಅನ್ವೇಷಣೆಯ, ಸಾಹಿತ್ಯ–ಸಂಸ್ಕೃತಿಯ ನೆಲೆಯಲ್ಲಿ ಹಲವಾರು ಸವಾಲುಗಳನ್ನು ಹಾಕುವ, ಪ್ರಶ್ನೆಗಳನ್ನು ಕೇಳುವ, ಧರ್ಮ, ಜಾತಿ, ಭೌಗೋಳಿಕ ಗಡಿದಾಟದ ಪಠ್ಯವಾಗಿದೆ ಎಂದರು. ಮೊದಲ ದಿನದ ಸಾಹಿತ್ಯೋತ್ಸವದಲ್ಲಿ ಕಲ್ಯಾಣಿಯ ಕೇಂದ್ರೀಯ ವಿಶ್ವ ವಿದ್ಯಾನಿಲಯದ ಪ್ರಾಧ್ಯಾಪಕ ಡಾ. ಬಸವರಾಜ ಕೊಡಗುಂಟಿ 'ಕನ್ನಡದ ಜೈನ ರಾಮಾಯಣಗಳು: ಕಾಲ–ನೆಲದೊಂದಿಗಿನ ಅನುಸಂಧಾನ' ಕುರಿತು, ಬೆಂಗಳೂರಿನ ಅಜೀಮ್ ಪ್ರೇಮ್‌ಜಿ ವಿಶ್ವವಿದ್ಯಾನಿಲಯದ ಕನ್ನಡ ವಿಭಾಗದ ಪ್ರಾಧ್ಯಾಪಕ ಡಾ. ಮಹೇಶ್‌ಕುಮಾರ್ ಸಿ.ಎಸ್. 'ಮೂರು ಸಾವಿರ ರಾಮಾಯಣ: ವಿಕಿಪ್ಪಿಡಿ ಬೌದ್ಧ ರಾಮಾಯಣ' ಕುರಿತು ಮಾತನಾಡಿದರು. ರಂಗಭೂಮಿ ರಾಮಾಯಣ ನಾಟಕ ಪ್ರದರ್ಶನಗೊಂಡಿತು. ಕುಲಸಚಿವ ನಾಹಿದಾ ಜಮ್ಮನ್ ಜಿ.ಎಸ್. 'ಸಹಿತ–2' ಸಾಹಿತ್ಯೋತ್ಸವ ಸಂಚಾಲಕ ಪ್ರೊ.ಪಿ.ಎಂ.ಗಂಗಾಧರಯ್ಯ, ಡಾ.ಗೀತಾವಸಂತ ನಿರೂಪಿಸಿದರು. xyxy=(1263,205,1495,511)
ad-handle-visible: seasons_tumkur xyxy=(1027,2259,1088,2268)
ramayana-headline: ರಾಮಾಯಣ ಮರು ಹುಟ್ಟುಗಳ ಮಹಾಕಾವ್ಯ: ಪ್ರೊ. ಬರಗೂರು ರಾಮಚಂದ್ರಪ್ಪ xyxy=(626,144,1419,182)
rule xyxy=(553,889,799,892)
jds-headline-1: ತಾಲೂಕು ಜೆಡಿಎಸ್ ಹಿರಿಯ ಮುಖಂಡ ಎಲ್.ಎಸ್.ನರಸರೆಡ್ಡಿ xyxy=(231,1475,867,1513)
